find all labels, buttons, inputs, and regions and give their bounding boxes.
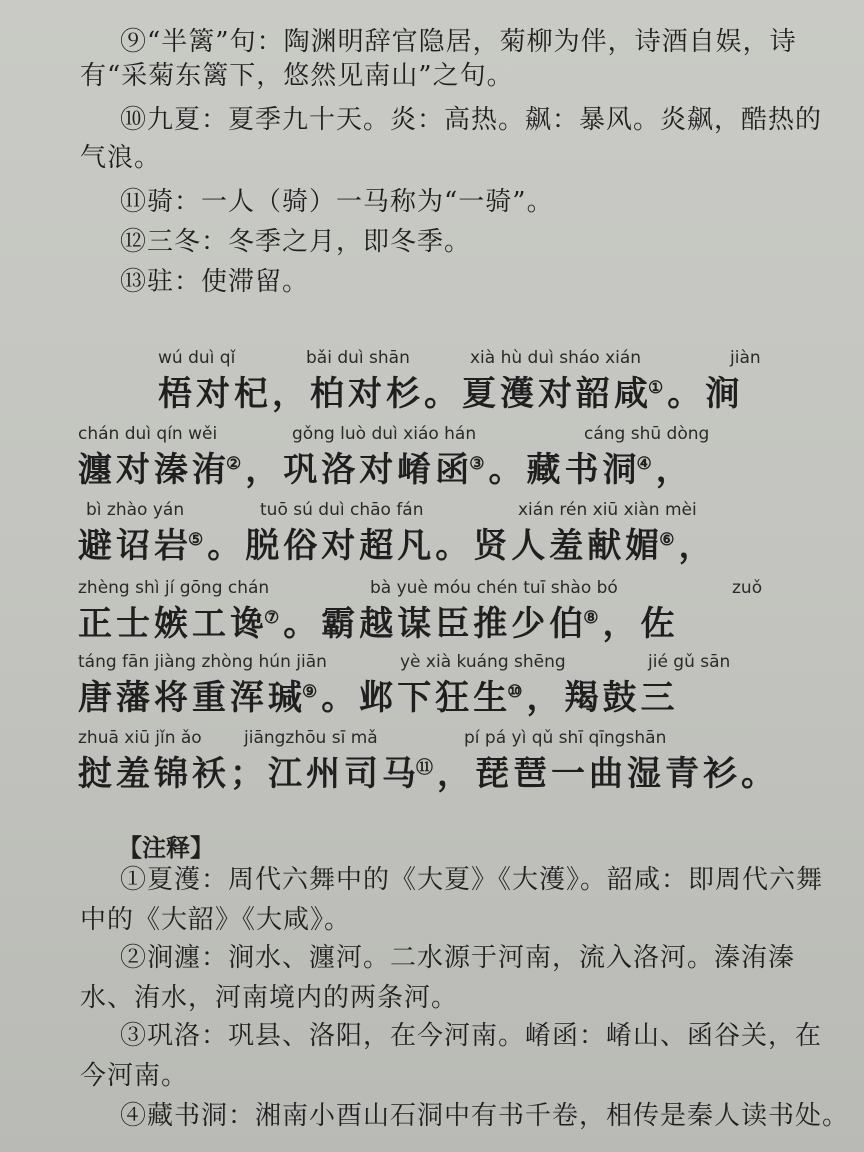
- verse-row: [78, 728, 798, 808]
- footnote-marker: ⑪: [416, 757, 437, 778]
- annotation-line: ⑩九夏：夏季九十天。炎：高热。飙：暴风。炎飙，酷热的: [120, 105, 823, 135]
- verse-segment: ，: [655, 450, 694, 490]
- verse-segment: 。脱俗对超凡。贤人羞献媚: [207, 526, 664, 566]
- footnote-marker: ⑨: [302, 681, 322, 702]
- pinyin-annotation: bà yuè móu chén tuī shào bó: [370, 578, 618, 598]
- verse-segment: 瀍对溱洧: [78, 450, 230, 490]
- annotation-line: 有“采菊东篱下，悠然见南山”之句。: [80, 61, 514, 91]
- annotation-line: ⑪骑：一人（骑）一马称为“一骑”。: [120, 187, 554, 217]
- pinyin-annotation: tuō sú duì chāo fán: [260, 500, 424, 520]
- verse-row: [78, 348, 798, 428]
- verse-text: [78, 746, 779, 795]
- pinyin-annotation: bǎi duì shān: [306, 348, 410, 368]
- pinyin-annotation: zhèng shì jí gōng chán: [78, 578, 270, 598]
- footnote-marker: ⑧: [583, 607, 603, 628]
- verse-row: [78, 578, 798, 658]
- pinyin-annotation: jiāngzhōu sī mǎ: [244, 728, 378, 748]
- pinyin-annotation: xián rén xiū xiàn mèi: [518, 500, 697, 520]
- pinyin-annotation: cáng shū dòng: [584, 424, 710, 444]
- verse-segment: 。邺下狂生: [321, 678, 512, 718]
- verse-segment: 梧对杞，柏对杉。夏濩对韶咸: [158, 374, 652, 414]
- verse-row: [78, 500, 798, 580]
- verse-segment: 。藏书洞: [488, 450, 641, 490]
- verse-text: [78, 670, 679, 719]
- pinyin-annotation: wú duì qǐ: [158, 348, 236, 368]
- verse-segment: ，巩洛对崤函: [245, 450, 474, 490]
- pinyin-annotation: zhuā xiū jǐn ǎo: [78, 728, 202, 748]
- verse-text: [78, 518, 717, 567]
- verse-segment: ，佐: [602, 604, 679, 644]
- verse-segment: 挝羞锦袄；江州司马: [78, 754, 420, 794]
- pinyin-annotation: jié gǔ sān: [648, 652, 731, 672]
- footnote-marker: ③: [469, 453, 489, 474]
- annotation-line: ⑫三冬：冬季之月，即冬季。: [120, 227, 472, 257]
- footnote-marker: ⑦: [264, 607, 284, 628]
- pinyin-annotation: xià hù duì sháo xián: [470, 348, 642, 368]
- annotation-line: ⑬驻：使滞留。: [120, 267, 310, 297]
- pinyin-annotation: jiàn: [730, 348, 761, 368]
- verse-row: [78, 424, 798, 504]
- verse-text: [78, 596, 679, 645]
- annotation-line: 水、洧水，河南境内的两条河。: [80, 983, 459, 1013]
- footnote-marker: ⑤: [188, 529, 208, 550]
- pinyin-annotation: gǒng luò duì xiáo hán: [292, 424, 477, 444]
- annotation-line: ②涧瀍：涧水、瀍河。二水源于河南，流入洛河。溱洧溱: [120, 943, 796, 973]
- verse-segment: 正士嫉工谗: [78, 604, 268, 644]
- verse-segment: ，羯鼓三: [526, 678, 679, 718]
- pinyin-annotation: chán duì qín wěi: [78, 424, 218, 444]
- pinyin-annotation: táng fān jiàng zhòng hún jiān: [78, 652, 327, 672]
- verse-text: [78, 442, 694, 491]
- annotation-line: ⑨“半篱”句：陶渊明辞官隐居，菊柳为伴，诗酒自娱，诗: [120, 27, 797, 57]
- annotation-line: ④藏书洞：湘南小酉山石洞中有书千卷，相传是秦人读书处。: [120, 1101, 850, 1131]
- verse-segment: ，: [678, 526, 717, 566]
- annotation-line: ①夏濩：周代六舞中的《大夏》《大濩》。韶咸：即周代六舞: [120, 865, 824, 895]
- verse-segment: 避诏岩: [78, 526, 192, 566]
- verse-segment: 。涧: [667, 374, 744, 414]
- annotation-line: ③巩洛：巩县、洛阳，在今河南。崤函：崤山、函谷关，在: [120, 1021, 823, 1051]
- annotation-line: 今河南。: [80, 1061, 189, 1091]
- pinyin-annotation: yè xià kuáng shēng: [400, 652, 566, 672]
- footnote-marker: ④: [636, 453, 656, 474]
- footnote-marker: ②: [226, 453, 246, 474]
- verse-text: [158, 366, 743, 415]
- footnote-marker: ⑩: [507, 681, 527, 702]
- annotation-line: 气浪。: [80, 143, 162, 173]
- footnote-marker: ①: [648, 377, 668, 398]
- pinyin-annotation: zuǒ: [732, 578, 763, 598]
- footnote-marker: ⑥: [659, 529, 679, 550]
- verse-segment: 唐藩将重浑瑊: [78, 678, 306, 718]
- verse-row: [78, 652, 798, 732]
- verse-segment: 。霸越谋臣推少伯: [283, 604, 588, 644]
- section-title: 【注释】: [118, 834, 214, 862]
- pinyin-annotation: pí pá yì qǔ shī qīngshān: [464, 728, 667, 748]
- verse-segment: ，琵琶一曲湿青衫。: [437, 754, 779, 794]
- pinyin-annotation: bì zhào yán: [86, 500, 185, 520]
- annotation-line: 中的《大韶》《大咸》。: [80, 905, 352, 935]
